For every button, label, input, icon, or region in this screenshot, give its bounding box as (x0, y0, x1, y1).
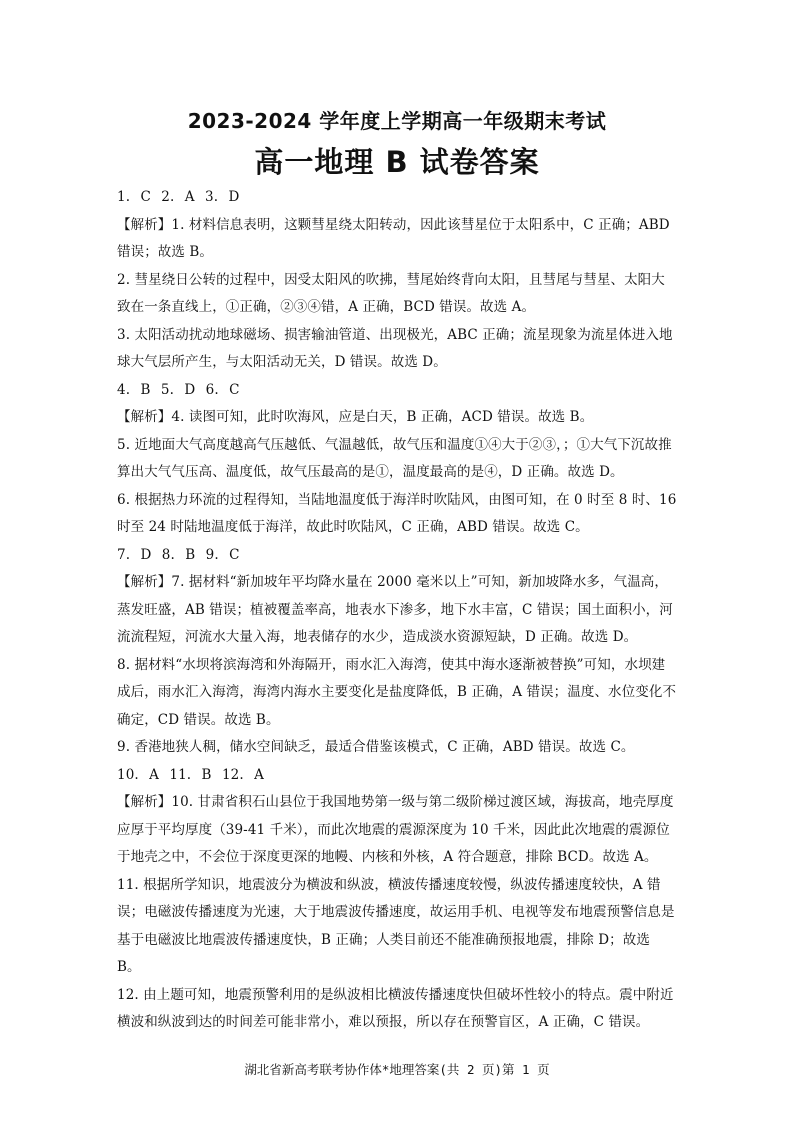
explanation-paragraph: 6. 根据热力环流的过程得知，当陆地温度低于海洋时吹陆风，由图可知，在 0 时至 8 时、16 时至 24 时陆地温度低于海洋，故此时吹陆风，C 正确，ABD 错误。故选 C。 (117, 491, 677, 535)
explanation-paragraph: 【解析】4. 读图可知，此时吹海风，应是白天，B 正确，ACD 错误。故选 B。 (117, 409, 594, 425)
answer-content (117, 184, 677, 1037)
explanation-paragraph: 【解析】10. 甘肃省积石山县位于我国地势第一级与第二级阶梯过渡区域，海拔高，地壳厚度应厚于平均厚度（39-41 千米），而此次地震的震源深度为 10 千米，因此此次地震的震源位于地壳之中，不会位于深度更深的地幔、内核和外核，A 符合题意，排除 BCD。故选 A。 (117, 794, 674, 865)
answer-line: 10. A 11. B 12. A (117, 766, 264, 783)
explanation-paragraph: 12. 由上题可知，地震预警利用的是纵波相比横波传播速度快但破坏性较小的特点。震中附近横波和纵波到达的时间差可能非常小，难以预报，所以存在预警盲区，A 正确，C 错误。 (117, 986, 674, 1030)
explanation-paragraph: 8. 据材料“水坝将滨海湾和外海隔开，雨水汇入海湾，使其中海水逐渐被替换”可知，水坝建成后，雨水汇入海湾，海湾内海水主要变化是盐度降低，B 正确，A 错误；温度、水位变化不确定，CD 错误。故选 B。 (117, 656, 677, 728)
explanation-paragraph: 【解析】7. 据材料“新加坡年平均降水量在 2000 毫米以上”可知，新加坡降水多，气温高，蒸发旺盛，AB 错误；植被覆盖率高，地表水下渗多，地下水丰富，C 错误；国土面积小，河流流程短，河流水大量入海，地表储存的水少，造成淡水资源短缺，D 正确。故选 D。 (117, 574, 673, 645)
answer-line: 1. C 2. A 3. D (117, 189, 240, 205)
answer-line: 4. B 5. D 6. C (117, 381, 240, 398)
answer-line: 7. D 8. B 9. C (117, 546, 240, 563)
explanation-paragraph: 11. 根据所学知识，地震波分为横波和纵波，横波传播速度较慢，纵波传播速度较快，A 错误；电磁波传播速度为光速，大于地震波传播速度，故运用手机、电视等发布地震预警信息是基于电磁波比地震波传播速度快，B 正确；人类目前还不能准确预报地震，排除 D；故选 B。 (117, 876, 675, 975)
explanation-paragraph: 【解析】1. 材料信息表明，这颗彗星绕太阳转动，因此该彗星位于太阳系中，C 正确；ABD 错误；故选 B。 (117, 216, 670, 260)
paper-subtitle: 高一地理 B 试卷答案 (254, 145, 540, 179)
explanation-paragraph: 9. 香港地狭人稠，储水空间缺乏，最适合借鉴该模式，C 正确，ABD 错误。故选 C。 (117, 739, 635, 755)
exam-title: 2023-2024 学年度上学期高一年级期末考试 (187, 109, 607, 133)
page-footer: 湖北省新高考联考协作体*地理答案(共 2 页)第 1 页 (244, 1062, 550, 1077)
explanation-paragraph: 2. 彗星绕日公转的过程中，因受太阳风的吹拂，彗尾始终背向太阳，且彗尾与彗星、太阳大致在一条直线上，①正确，②③④错，A 正确，BCD 错误。故选 A。 (117, 271, 665, 315)
explanation-paragraph: 3. 太阳活动扰动地球磁场、损害输油管道、出现极光，ABC 正确；流星现象为流星体进入地球大气层所产生，与太阳活动无关，D 错误。故选 D。 (117, 326, 673, 370)
explanation-paragraph: 5. 近地面大气高度越高气压越低、气温越低，故气压和温度①④大于②③，；①大气下沉故推算出大气气压高、温度低，故气压最高的是①，温度最高的是④，D 正确。故选 D。 (117, 436, 672, 480)
